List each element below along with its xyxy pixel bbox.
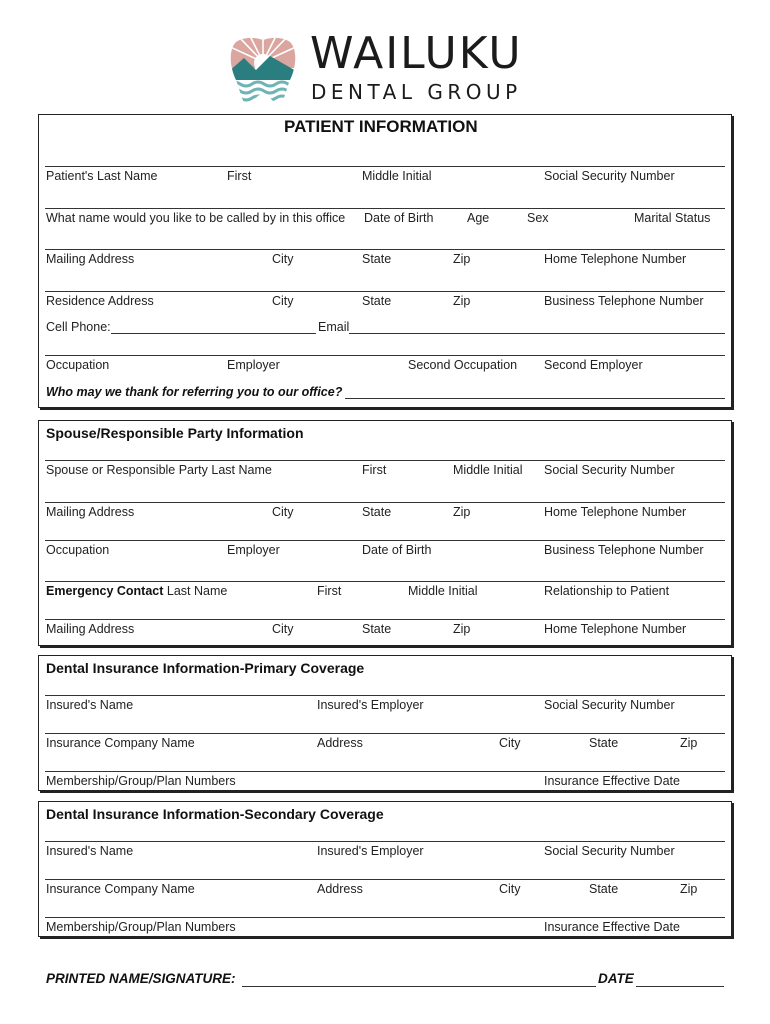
city-label: City [272, 505, 294, 519]
cell-phone-field[interactable] [111, 333, 316, 334]
home-phone-label: Home Telephone Number [544, 505, 687, 519]
age-label: Age [467, 211, 490, 225]
occupation-label: Occupation [46, 543, 110, 557]
middle-initial-label: Middle Initial [362, 169, 432, 183]
field-line[interactable] [45, 249, 725, 250]
spouse-last-name-label: Spouse or Responsible Party Last Name [46, 463, 272, 477]
home-phone-label: Home Telephone Number [544, 622, 687, 636]
business-phone-label: Business Telephone Number [544, 543, 704, 557]
field-line[interactable] [45, 733, 725, 734]
first-name-label: First [227, 169, 252, 183]
mailing-address-label: Mailing Address [46, 252, 135, 266]
tooth-logo-icon [228, 36, 298, 106]
field-line[interactable] [45, 291, 725, 292]
zip-label: Zip [453, 252, 471, 266]
first-name-label: First [317, 584, 342, 598]
zip-label: Zip [453, 294, 471, 308]
date-field[interactable] [636, 986, 724, 987]
state-label: State [362, 252, 392, 266]
field-line[interactable] [45, 460, 725, 461]
last-name-label: Patient's Last Name [46, 169, 158, 183]
referral-label: Who may we thank for referring you to our office? [46, 385, 343, 399]
spouse-section [38, 420, 732, 646]
cell-phone-label: Cell Phone: [46, 320, 111, 334]
home-phone-label: Home Telephone Number [544, 252, 687, 266]
effective-date-label: Insurance Effective Date [544, 920, 680, 934]
mailing-address-label: Mailing Address [46, 505, 135, 519]
zip-label: Zip [680, 736, 698, 750]
address-label: Address [317, 882, 363, 896]
emergency-last-name: Last Name [163, 584, 228, 598]
ssn-label: Social Security Number [544, 169, 675, 183]
effective-date-label: Insurance Effective Date [544, 774, 680, 788]
city-label: City [272, 294, 294, 308]
ssn-label: Social Security Number [544, 698, 675, 712]
field-line[interactable] [45, 166, 725, 167]
brand-subtitle: DENTAL GROUP [311, 80, 522, 104]
section-heading: Dental Insurance Information-Primary Coverage [46, 660, 365, 676]
city-label: City [499, 736, 521, 750]
second-occupation-label: Second Occupation [408, 358, 518, 372]
logo [228, 28, 538, 108]
zip-label: Zip [453, 622, 471, 636]
field-line[interactable] [45, 879, 725, 880]
date-of-birth-label: Date of Birth [364, 211, 434, 225]
emergency-contact-label [46, 584, 227, 598]
brand-name: WAILUKU [310, 28, 523, 79]
insured-name-label: Insured's Name [46, 844, 134, 858]
field-line[interactable] [45, 208, 725, 209]
primary-insurance-section [38, 655, 732, 791]
field-line[interactable] [45, 581, 725, 582]
residence-address-label: Residence Address [46, 294, 154, 308]
middle-initial-label: Middle Initial [453, 463, 523, 477]
field-line[interactable] [45, 841, 725, 842]
relationship-label: Relationship to Patient [544, 584, 670, 598]
date-label: DATE [598, 971, 634, 986]
insurance-company-label: Insurance Company Name [46, 882, 195, 896]
employer-label: Employer [227, 358, 280, 372]
section-title: PATIENT INFORMATION [284, 117, 478, 136]
field-line[interactable] [45, 502, 725, 503]
ssn-label: Social Security Number [544, 463, 675, 477]
state-label: State [589, 882, 619, 896]
date-of-birth-label: Date of Birth [362, 543, 432, 557]
field-line[interactable] [45, 917, 725, 918]
field-line[interactable] [45, 771, 725, 772]
sex-label: Sex [527, 211, 549, 225]
zip-label: Zip [680, 882, 698, 896]
section-heading: Dental Insurance Information-Secondary Coverage [46, 806, 384, 822]
insured-employer-label: Insured's Employer [317, 698, 424, 712]
second-employer-label: Second Employer [544, 358, 643, 372]
city-label: City [272, 252, 294, 266]
plan-numbers-label: Membership/Group/Plan Numbers [46, 920, 236, 934]
field-line[interactable] [45, 695, 725, 696]
insured-name-label: Insured's Name [46, 698, 134, 712]
business-phone-label: Business Telephone Number [544, 294, 704, 308]
emergency-contact-bold: Emergency Contact [46, 584, 164, 598]
field-line[interactable] [45, 355, 725, 356]
zip-label: Zip [453, 505, 471, 519]
state-label: State [362, 294, 392, 308]
field-line[interactable] [45, 619, 725, 620]
state-label: State [589, 736, 619, 750]
field-line[interactable] [45, 540, 725, 541]
signature-label: PRINTED NAME/SIGNATURE: [46, 971, 236, 986]
referral-field[interactable] [345, 398, 725, 399]
secondary-insurance-section [38, 801, 732, 937]
employer-label: Employer [227, 543, 280, 557]
plan-numbers-label: Membership/Group/Plan Numbers [46, 774, 236, 788]
first-name-label: First [362, 463, 387, 477]
section-heading: Spouse/Responsible Party Information [46, 425, 304, 441]
mailing-address-label: Mailing Address [46, 622, 135, 636]
city-label: City [499, 882, 521, 896]
email-label: Email [318, 320, 350, 334]
email-field[interactable] [349, 333, 725, 334]
occupation-label: Occupation [46, 358, 110, 372]
middle-initial-label: Middle Initial [408, 584, 478, 598]
state-label: State [362, 622, 392, 636]
address-label: Address [317, 736, 363, 750]
insurance-company-label: Insurance Company Name [46, 736, 195, 750]
city-label: City [272, 622, 294, 636]
preferred-name-label: What name would you like to be called by in this office [46, 211, 346, 225]
signature-field[interactable] [242, 986, 596, 987]
patient-information-section [38, 114, 732, 408]
insured-employer-label: Insured's Employer [317, 844, 424, 858]
state-label: State [362, 505, 392, 519]
marital-status-label: Marital Status [634, 211, 711, 225]
ssn-label: Social Security Number [544, 844, 675, 858]
